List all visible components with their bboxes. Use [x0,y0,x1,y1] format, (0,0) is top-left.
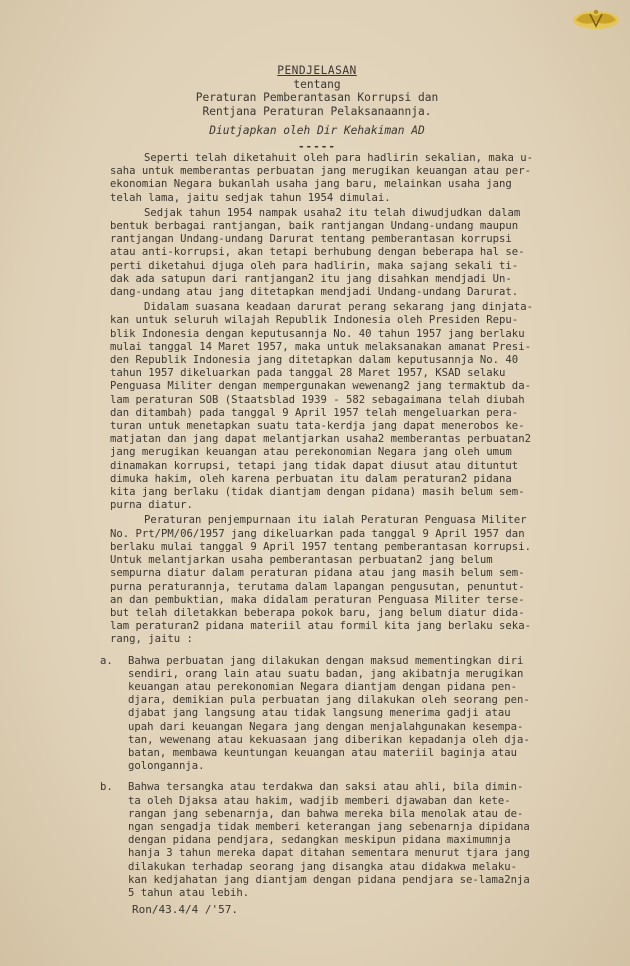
army-emblem-stamp [570,6,622,32]
header-subtitle: Peraturan Pemberantasan Korrupsi dan [195,91,439,104]
text-line: kita jang berlaku (tidak diantjam dengan pidana) masih belum sem- [110,486,525,499]
text-line: 5 tahun atau lebih. [128,886,250,899]
paragraph [110,207,590,299]
text-line: rangan jang sebenarnja, dan bahwa mereka bila menolak atau de- [128,807,524,820]
text-line: sendiri, orang lain atau suatu badan, jang akibatnja merugikan [128,667,524,680]
text-line: purna diatur. [110,499,193,512]
text-line: dilakukan terhadap seorang jang disangka atau didakwa melaku- [128,860,518,873]
text-line: sempurna diatur dalam peraturan pidana atau jang masih belum sem- [110,567,525,580]
text-line: upah dari keuangan Negara jang dengan menjalahgunakan kesempa- [128,720,524,733]
text-line: dinamakan korrupsi, tetapi jang tidak dapat diusut atau dituntut [110,459,519,472]
text-line: dak ada satupun dari rantjangan2 itu jang disahkan mendjadi Un- [110,272,512,285]
text-line: an dan pembuktian, maka didalam peraturan Penguasa Militer terse- [110,593,525,606]
paragraph [110,152,590,205]
text-line: ta oleh Djaksa atau hakim, wadjib memberi djawaban dan kete- [128,794,511,807]
text-line: Didalam suasana keadaan darurat perang sekarang jang dinjata- [144,301,534,314]
header-rule: ----- [297,139,337,153]
list-marker: b. [100,781,113,794]
text-line: ekonomian Negara bukanlah usaha jang baru, melainkan usaha jang [110,178,512,191]
text-line: jang merugikan keuangan atau perekonomian Negara jang oleh umum [110,446,512,459]
text-line: ngan sengadja tidak memberi keterangan jang sebenarnja dipidana [128,820,530,833]
text-line: keuangan atau perekonomian Negara diantjam dengan pidana pen- [128,680,518,693]
document-body [100,152,590,900]
text-line: dengan pidana pendjara, sedangkan meskipun pidana maximumnja [128,834,511,847]
text-line: berlaku mulai tanggal 9 April 1957 tentang pemberantasan korrupsi. [110,540,531,553]
text-line: djara, demikian pula perbuatan jang dilakukan oleh seorang pen- [128,694,530,707]
text-line: purna peraturannja, terutama dalam lapangan pengusutan, penuntut- [110,580,525,593]
document-reference: Ron/43.4/4 /'57. [132,903,238,916]
text-line: perti diketahui djuga oleh para hadlirin, maka sajang sekali ti- [110,259,519,272]
paragraph [110,301,590,512]
text-line: dang-undang atau jang ditetapkan mendjadi Undang-undang Darurat. [110,286,519,299]
text-line: tan, wewenang atau kekuasaan jang diberikan kepadanja oleh dja- [128,733,530,746]
text-line: dan ditambah) pada tanggal 9 April 1957 telah mengeluarkan pera- [110,406,519,419]
text-line: dimuka hakim, oleh karena perbuatan itu dalam peraturan2 pidana [110,472,512,485]
text-line: matjatan dan jang dapat melantjarkan usaha2 memberantas perbuatan2 [110,433,531,446]
text-line: Peraturan penjempurnaan itu ialah Peraturan Penguasa Militer [144,514,527,527]
text-line: mulai tanggal 14 Maret 1957, maka untuk melaksanakan amanat Presi- [110,340,531,353]
text-line: but telah diletakkan beberapa pokok baru, jang belum diatur dida- [110,606,525,619]
text-line: Seperti telah diketahuit oleh para hadlirin sekalian, maka u- [144,152,534,164]
text-line: turan untuk menetapkan suatu tata-kerdja jang dapat menerobos ke- [110,420,525,433]
text-line: djabat jang langsung atau tidak langsung menerima gadji atau [128,707,511,720]
text-line: saha untuk memberantas perbuatan jang merugikan keuangan atau per- [110,165,531,178]
paragraph [110,514,590,646]
header-speaker: Diutjapkan oleh Dir Kehakiman AD [209,124,425,137]
text-line: Bahwa perbuatan jang dilakukan dengan maksud mementingkan diri [128,654,524,667]
header-subtitle: Rentjana Peraturan Pelaksanaannja. [202,104,432,118]
text-line: lam peraturan2 pidana materiil atau formil kita jang berlaku seka- [110,620,531,633]
text-line: Sedjak tahun 1954 nampak usaha2 itu telah diwudjudkan dalam [144,206,521,219]
text-line: hanja 3 tahun mereka dapat ditahan sementara menurut tjara jang [128,847,530,860]
text-line: golongannja. [128,760,205,773]
text-line: bentuk berbagai rantjangan, baik rantjangan Undang-undang maupun [110,220,519,233]
text-line: No. Prt/PM/06/1957 jang dikeluarkan pada tanggal 9 April 1957 dan [110,527,525,540]
text-line: blik Indonesia dengan keputusannja No. 40 tahun 1957 jang berlaku [110,327,525,340]
list-item [100,655,590,774]
text-line: rantjangan Undang-undang Darurat tentang pemberantasan korrupsi [110,233,512,246]
text-line: tahun 1957 dikeluarkan pada tanggal 28 Maret 1957, KSAD selaku [110,367,506,380]
header-subtitle: tentang [293,77,341,91]
text-line: rang, jaitu : [110,633,193,646]
list-marker: a. [100,654,113,667]
text-line: batan, membawa keuntungan keuangan atau materiil baginja atau [128,746,518,759]
text-line: atau anti-korrupsi, akan tetapi berhubung dengan beberapa hal se- [110,246,525,259]
text-line: Untuk melantjarkan usaha pemberantasan perbuatan2 jang belum [110,554,493,567]
text-line: Bahwa tersangka atau terdakwa dan saksi atau ahli, bila dimin- [128,781,524,794]
text-line: lam peraturan SOB (Staatsblad 1939 - 582 sebagaimana telah diubah [110,393,525,406]
text-line: kan untuk seluruh wilajah Republik Indonesia oleh Presiden Repu- [110,314,519,327]
text-line: kan kedjahatan jang diantjam dengan pidana pendjara se-lama2nja [128,873,530,886]
text-line: Penguasa Militer dengan mempergunakan wewenang2 jang termaktub da- [110,380,531,393]
document-title: PENDJELASAN [277,64,357,77]
document-header [182,64,452,153]
list-item [100,781,590,900]
text-line: den Republik Indonesia jang ditetapkan dalam keputusannja No. 40 [110,354,519,367]
text-line: telah lama, jaitu sedjak tahun 1954 dimulai. [110,191,391,204]
